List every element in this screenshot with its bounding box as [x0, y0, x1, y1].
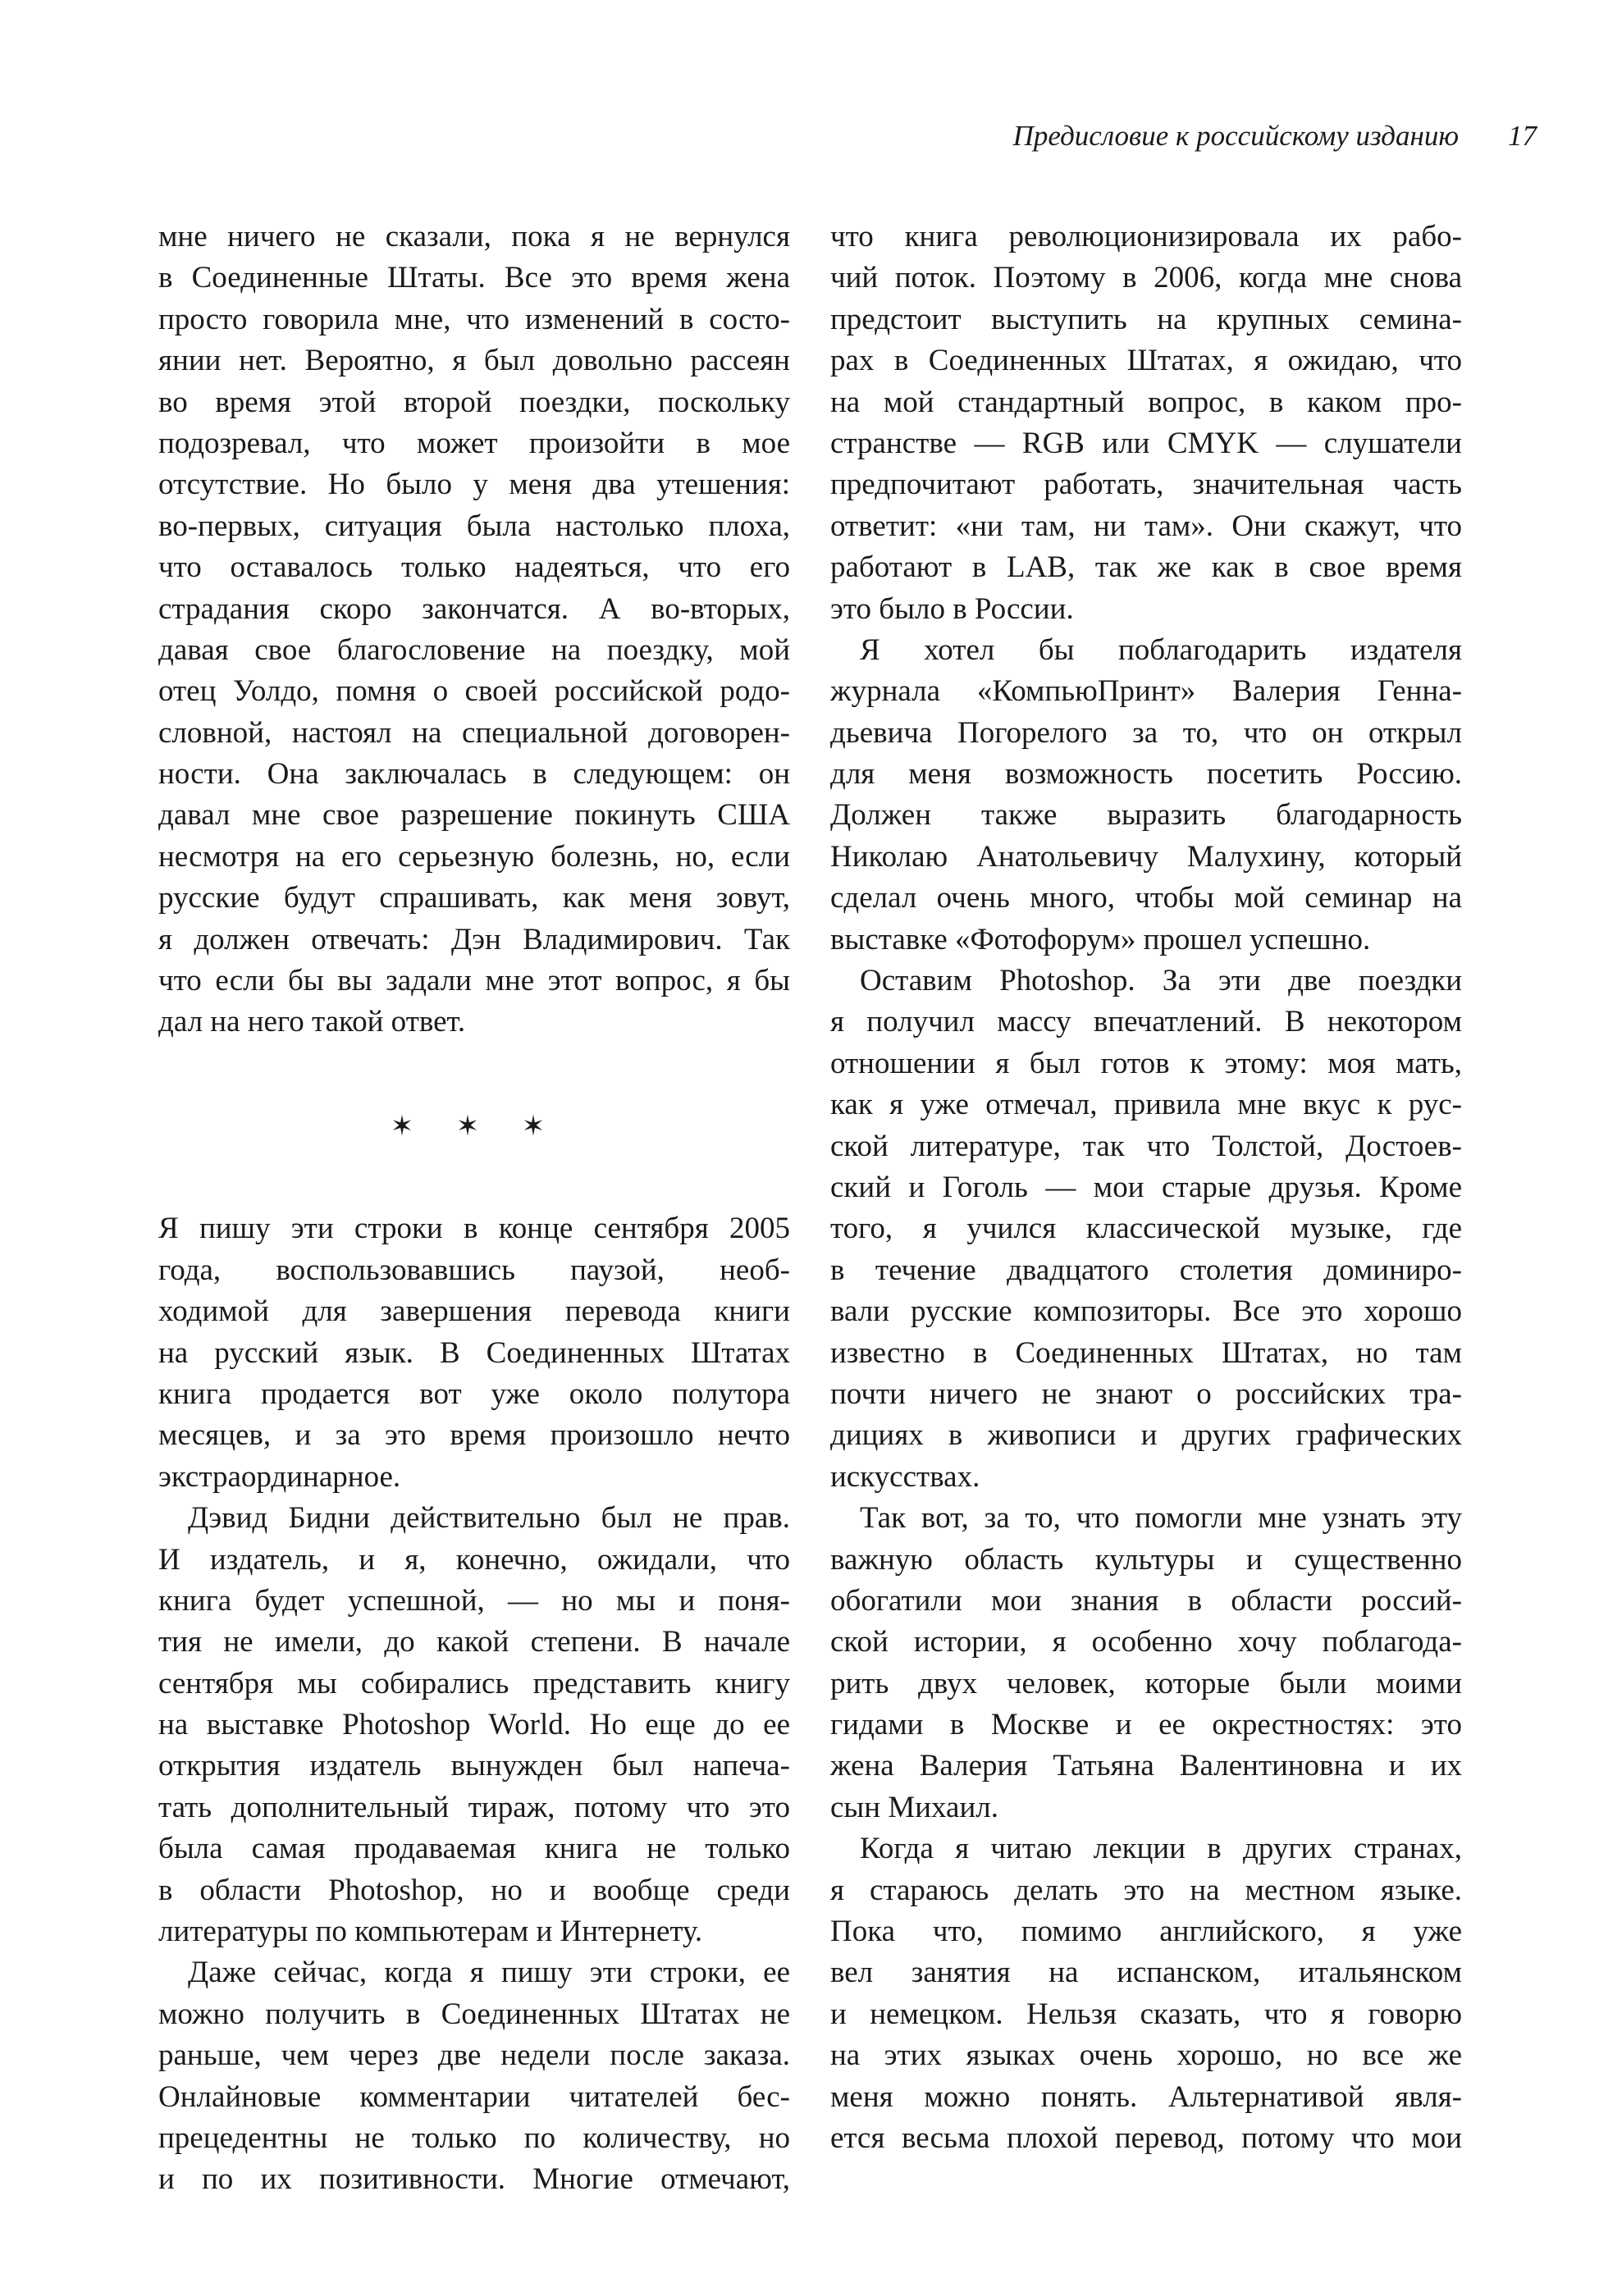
text-line: Я хотел бы поблагодарить издателя: [860, 632, 1462, 667]
text-line: для меня возможность посетить Россию.: [830, 757, 1462, 792]
text-line: была самая продаваемая книга не только: [158, 1832, 790, 1866]
text-line: Я пишу эти строки в конце сентября 2005: [158, 1212, 790, 1246]
left-text-column: [158, 217, 790, 2201]
text-line: года, воспользовавшись паузой, необ-: [158, 1253, 790, 1287]
text-line: месяцев, и за это время произошло нечто: [158, 1418, 790, 1453]
text-line: предстоит выступить на крупных семина-: [830, 302, 1462, 336]
text-line: русские будут спрашивать, как меня зовут,: [158, 881, 790, 915]
blank-line: [158, 1167, 790, 1208]
text-line: отношении я был готов к этому: моя мать,: [830, 1046, 1462, 1080]
text-line: Николаю Анатольевичу Малухину, который: [830, 839, 1462, 874]
text-line: вали русские композиторы. Все это хорошо: [830, 1294, 1462, 1329]
text-line: ности. Она заключалась в следующем: он: [158, 757, 790, 792]
text-line: мне ничего не сказали, пока я не вернулся: [158, 220, 790, 253]
text-line: сделал очень много, чтобы мой семинар на: [830, 881, 1462, 915]
text-line: просто говорила мне, что изменений в состо-: [158, 302, 790, 336]
text-line: на этих языках очень хорошо, но все же: [830, 2038, 1462, 2073]
text-line: я получил массу впечатлений. В некотором: [830, 1005, 1462, 1039]
text-line: Так вот, за то, что помогли мне узнать эту: [860, 1501, 1462, 1536]
text-line: ский и Гоголь — мои старые друзья. Кроме: [830, 1170, 1462, 1204]
text-line: что оставалось только надеяться, что его: [158, 550, 790, 585]
text-line: Должен также выразить благодарность: [830, 798, 1462, 833]
text-line: чий поток. Поэтому в 2006, когда мне снова: [830, 261, 1462, 295]
text-line: Онлайновые комментарии читателей бес-: [158, 2079, 790, 2114]
text-line: ской литературе, так что Толстой, Достоев-: [830, 1129, 1462, 1163]
text-line: открытия издатель вынужден был напеча-: [158, 1749, 790, 1783]
text-line: рить двух человек, которые были моими: [830, 1666, 1462, 1700]
text-line: давал мне свое разрешение покинуть США: [158, 798, 790, 833]
text-line: в Соединенные Штаты. Все это время жена: [158, 261, 790, 295]
text-line: рах в Соединенных Штатах, я ожидаю, что: [830, 344, 1462, 378]
text-line: И издатель, и я, конечно, ожидали, что: [158, 1542, 790, 1577]
text-line: страдания скоро закончатся. А во-вторых,: [158, 591, 790, 626]
text-line: предпочитают работать, значительная часть: [830, 468, 1462, 502]
text-line: на мой стандартный вопрос, в каком про-: [830, 385, 1462, 419]
text-line: Пока что, помимо английского, я уже: [830, 1915, 1462, 1949]
text-line: меня можно понять. Альтернативой явля-: [830, 2079, 1462, 2114]
text-line: тать дополнительный тираж, потому что это: [158, 1790, 790, 1824]
text-line: прецедентны не только по количеству, но: [158, 2120, 790, 2155]
blank-line: [158, 1043, 790, 1084]
text-line: во время этой второй поездки, поскольку: [158, 385, 790, 419]
text-line: странстве — RGB или CMYK — слушатели: [830, 426, 1462, 460]
text-line: можно получить в Соединенных Штатах не: [158, 1997, 790, 2031]
text-line: почти ничего не знают о российских тра-: [830, 1376, 1462, 1411]
text-line: и по их позитивности. Многие отмечают,: [158, 2162, 790, 2197]
text-line: на русский язык. В Соединенных Штатах: [158, 1335, 790, 1370]
six-pointed-star-icon: ✶: [521, 1109, 546, 1143]
text-line: журнала «КомпьюПринт» Валерия Генна-: [830, 674, 1462, 709]
text-line: в течение двадцатого столетия доминиро-: [830, 1253, 1462, 1287]
text-line: подозревал, что может произойти в мое: [158, 426, 790, 460]
text-line: Дэвид Бидни действительно был не прав.: [188, 1501, 790, 1536]
text-line: отец Уолдо, помня о своей российской родо-: [158, 674, 790, 709]
text-line: Оставим Photoshop. За эти две поездки: [860, 964, 1462, 998]
text-line: ходимой для завершения перевода книги: [158, 1294, 790, 1329]
text-line: в области Photoshop, но и вообще среди: [158, 1873, 790, 1907]
text-line: книга продается вот уже около полутора: [158, 1376, 790, 1411]
text-line: Даже сейчас, когда я пишу эти строки, ее: [188, 1956, 790, 1990]
text-line: ответит: «ни там, ни там». Они скажут, что: [830, 509, 1462, 543]
text-line: сын Михаил.: [830, 1790, 998, 1824]
text-line: выставке «Фотофорум» прошел успешно.: [830, 922, 1371, 956]
text-line: я стараюсь делать это на местном языке.: [830, 1873, 1462, 1907]
text-line: работают в LAB, так же как в свое время: [830, 550, 1462, 585]
section-separator: [158, 1084, 790, 1167]
text-line: словной, настоял на специальной договорен-: [158, 715, 790, 750]
text-line: на выставке Photoshop World. Но еще до ее: [158, 1708, 790, 1742]
text-line: что книга революционизировала их рабо-: [830, 220, 1462, 253]
text-line: несмотря на его серьезную болезнь, но, если: [158, 839, 790, 874]
text-line: что если бы вы задали мне этот вопрос, я бы: [158, 964, 790, 998]
text-line: дьевича Погорелого за то, что он открыл: [830, 715, 1462, 750]
text-line: искусствах.: [830, 1459, 980, 1494]
text-line: важную область культуры и существенно: [830, 1542, 1462, 1577]
text-line: давая свое благословение на поездку, мой: [158, 632, 790, 667]
text-line: раньше, чем через две недели после заказа.: [158, 2038, 790, 2073]
text-line: я должен отвечать: Дэн Владимирович. Так: [158, 922, 790, 956]
text-line: тия не имели, до какой степени. В начале: [158, 1625, 790, 1659]
text-line: как я уже отмечал, привила мне вкус к рус-: [830, 1088, 1462, 1122]
text-line: ской истории, я особенно хочу поблагода-: [830, 1625, 1462, 1659]
text-line: Когда я читаю лекции в других странах,: [860, 1832, 1462, 1866]
text-line: экстраординарное.: [158, 1459, 401, 1494]
text-line: дициях в живописи и других графических: [830, 1418, 1462, 1453]
text-line: сентября мы собирались представить книгу: [158, 1666, 790, 1700]
text-line: жена Валерия Татьяна Валентиновна и их: [830, 1749, 1462, 1783]
text-line: того, я учился классической музыке, где: [830, 1212, 1462, 1246]
text-line: и немецком. Нельзя сказать, что я говорю: [830, 1997, 1462, 2031]
text-line: во-первых, ситуация была настолько плоха,: [158, 509, 790, 543]
text-line: дал на него такой ответ.: [158, 1005, 466, 1039]
text-line: известно в Соединенных Штатах, но там: [830, 1335, 1462, 1370]
text-line: вел занятия на испанском, итальянском: [830, 1956, 1462, 1990]
text-line: это было в России.: [830, 591, 1074, 626]
six-pointed-star-icon: ✶: [455, 1109, 480, 1143]
text-line: обогатили мои знания в области россий-: [830, 1583, 1462, 1618]
text-line: литературы по компьютерам и Интернету.: [158, 1915, 703, 1949]
text-line: отсутствие. Но было у меня два утешения:: [158, 468, 790, 502]
text-line: книга будет успешной, — но мы и поня-: [158, 1583, 790, 1618]
page-number: 17: [1508, 120, 1537, 152]
six-pointed-star-icon: ✶: [390, 1109, 414, 1143]
right-text-column: [830, 217, 1462, 2159]
text-line: гидами в Москве и ее окрестностях: это: [830, 1708, 1462, 1742]
text-line: янии нет. Вероятно, я был довольно рассеян: [158, 344, 790, 378]
running-head-title: Предисловие к российскому изданию: [1012, 120, 1459, 152]
text-line: ется весьма плохой перевод, потому что мои: [830, 2120, 1462, 2155]
